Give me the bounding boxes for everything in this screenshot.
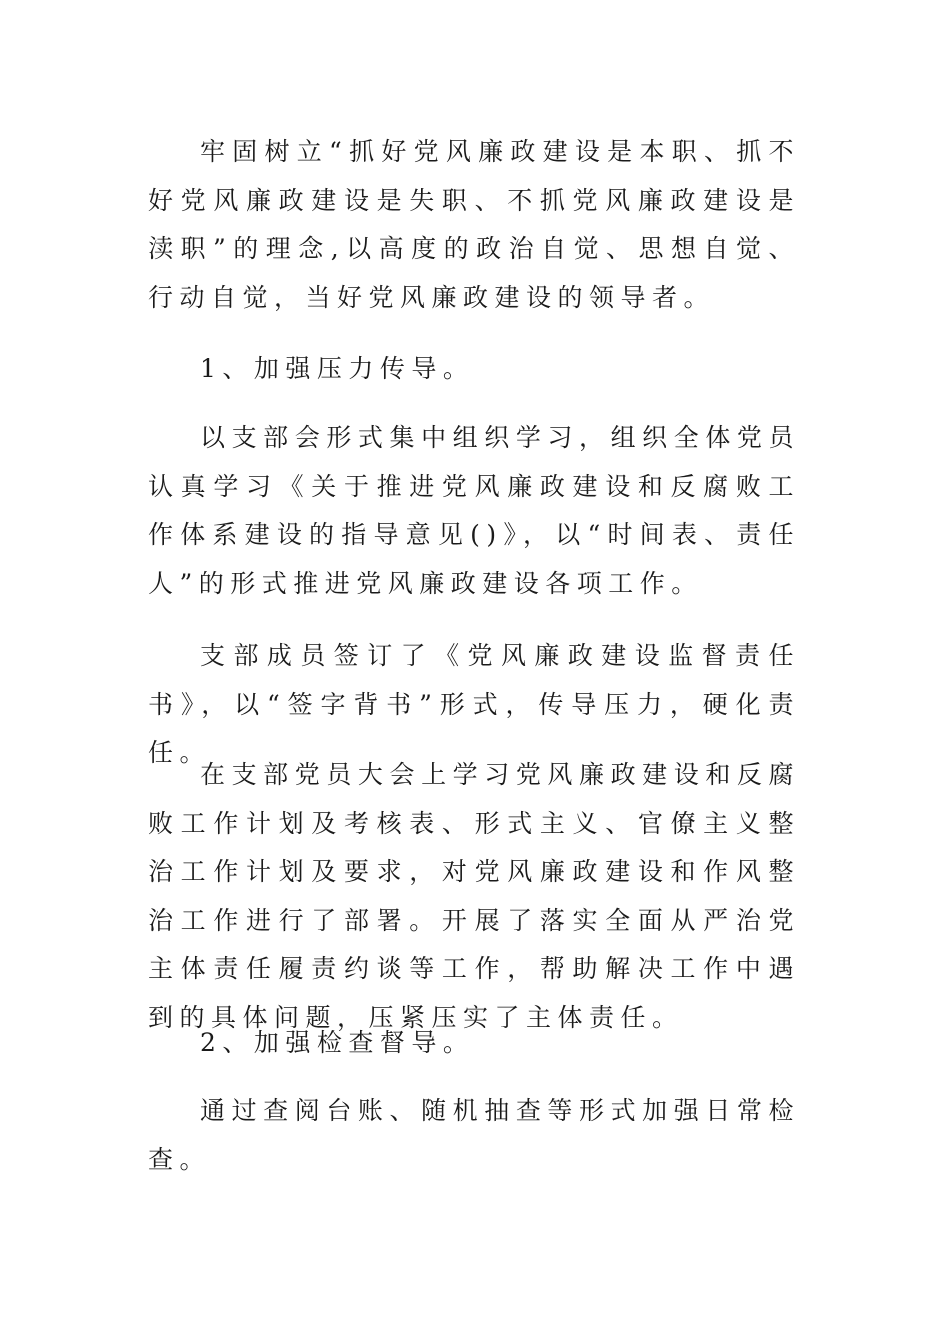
paragraph-party-member-meeting: 在支部党员大会上学习党风廉政建设和反腐败工作计划及考核表、形式主义、官僚主义整治工作计划及要求，对党风廉政建设和作风整治工作进行了部署。开展了落实全面从严治党主体责任履责约谈等工作，帮助解决工作中遇到的具体问题，压紧压实了主体责任。 [148,760,800,1032]
paragraph-study-sessions: 以支部会形式集中组织学习，组织全体党员认真学习《关于推进党风廉政建设和反腐败工作体系建设的指导意见()》，以“时间表、责任人”的形式推进党风廉政建设各项工作。 [148,423,800,598]
paragraph-responsibility-letter: 支部成员签订了《党风廉政建设监督责任书》，以“签字背书”形式，传导压力，硬化责任。 [148,641,800,768]
paragraph-party-conduct-philosophy: 牢固树立“抓好党风廉政建设是本职、抓不好党风廉政建设是失职、不抓党风廉政建设是渎职”的理念,以高度的政治自觉、思想自觉、行动自觉，当好党风廉政建设的领导者。 [148,137,800,312]
heading-pressure-transmission: 1、加强压力传导。 [200,354,475,383]
paragraph-daily-inspection: 通过查阅台账、随机抽查等形式加强日常检查。 [148,1096,800,1174]
heading-inspection-supervision: 2、加强检查督导。 [200,1028,475,1057]
